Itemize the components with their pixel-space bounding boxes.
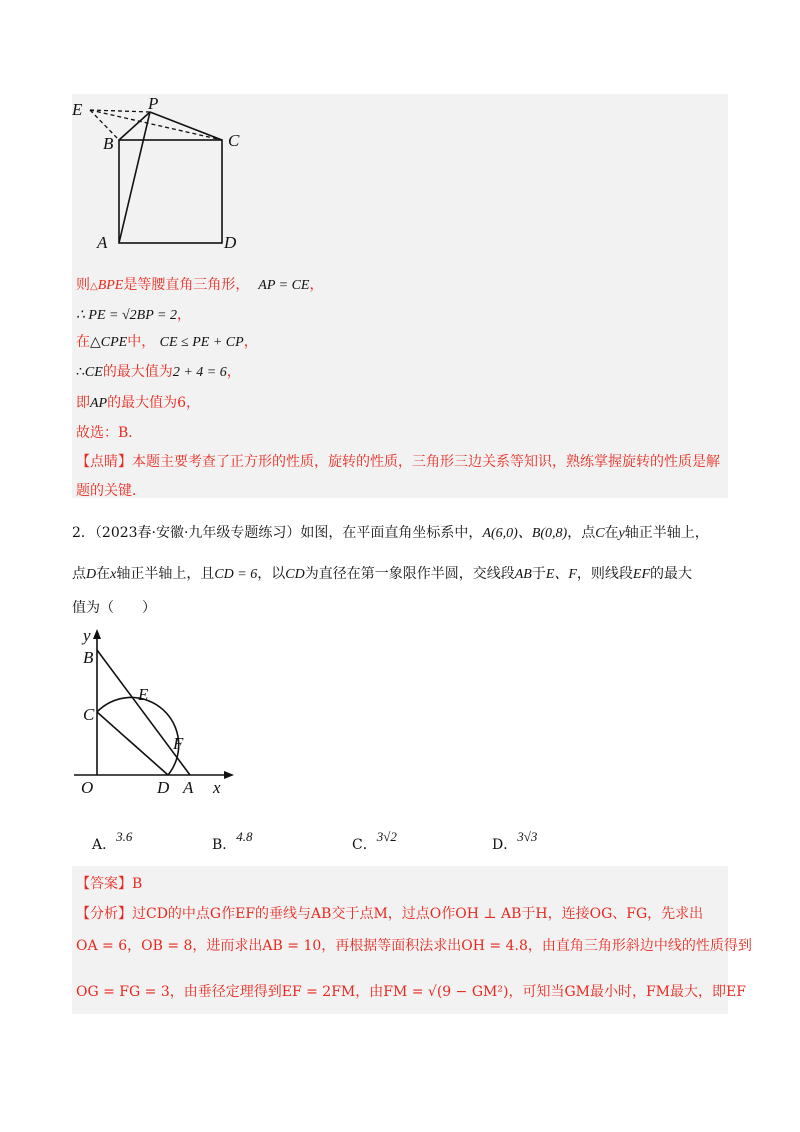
label-b: B (103, 134, 114, 153)
label-y: y (83, 626, 91, 645)
option-d[interactable]: D．3√3 (492, 829, 538, 853)
label-f: F (173, 734, 184, 753)
figure-square-rotation (72, 94, 272, 254)
option-a[interactable]: A．3.6 (92, 829, 133, 853)
analysis-line-2: OA = 6，OB = 8，进而求出AB = 10，再根据等面积法求出OH = 4.8，由直角三角形斜边中线的性质得到 (76, 938, 752, 954)
solution-line-6: 故选：B． (76, 425, 143, 441)
segment-bp (119, 112, 150, 140)
label-c: C (83, 705, 95, 724)
segment-ba (97, 650, 190, 775)
semicircle (97, 697, 179, 775)
label-c: C (228, 131, 240, 150)
segment-cd (97, 712, 168, 775)
question-2-line-1: 2．（2023春·安徽·九年级专题练习）如图，在平面直角坐标系中，A(6,0)、B(0,8)，点C在y轴正半轴上， (72, 525, 709, 541)
solution-line-1: 则△BPE是等腰直角三角形， AP = CE， (76, 277, 324, 293)
analysis-line-3: OG = FG = 3，由垂径定理得到EF = 2FM，由FM = √(9 − GM²)，可知当GM最小时，FM最大，即EF (76, 984, 746, 1000)
segment-ap (119, 112, 150, 243)
comment-tag: 【点睛】 (76, 454, 132, 470)
figure-coordinate-semicircle (72, 625, 242, 805)
label-p: P (148, 94, 159, 113)
label-e: E (72, 100, 83, 119)
question-2-line-2: 点D在x轴正半轴上，且CD = 6，以CD为直径在第一象限作半圆，交线段AB于E、F，则线段EF的最大 (72, 566, 693, 582)
solution-line-5: 即AP的最大值为6， (76, 395, 201, 411)
answer-tag: 【答案】 (76, 876, 132, 892)
option-b[interactable]: B．4.8 (212, 829, 253, 853)
square-abcd (119, 140, 222, 243)
comment-line-2: 题的关键． (76, 483, 146, 499)
label-d: D (224, 233, 237, 252)
question-2-line-3: 值为（ ） (72, 600, 156, 616)
solution-line-3: 在△CPE中， CE ≤ PE + CP， (76, 334, 258, 350)
label-a: A (183, 778, 194, 797)
option-c[interactable]: C．3√2 (352, 829, 397, 853)
y-axis-arrow (93, 629, 101, 639)
answer-value: B (132, 876, 143, 892)
label-e: E (138, 685, 149, 704)
answer-line (76, 873, 142, 893)
label-b: B (83, 648, 94, 667)
analysis-tag: 【分析】 (76, 906, 132, 922)
solution-line-4: ∴CE的最大值为2 + 4 = 6， (76, 364, 241, 380)
comment-line-1: 【点睛】本题主要考查了正方形的性质，旋转的性质，三角形三边关系等知识，熟练掌握旋转的性质是解 (76, 454, 720, 470)
label-x: x (213, 778, 221, 797)
solution-line-2: ∴ PE = √2BP = 2， (76, 307, 191, 323)
label-o: O (81, 778, 94, 797)
label-d: D (157, 778, 170, 797)
analysis-line-1: 【分析】过CD的中点G作EF的垂线与AB交于点M，过点O作OH ⊥ AB于H，连接OG、FG，先求出 (76, 906, 704, 922)
label-a: A (97, 233, 108, 252)
x-axis-arrow (224, 771, 234, 779)
